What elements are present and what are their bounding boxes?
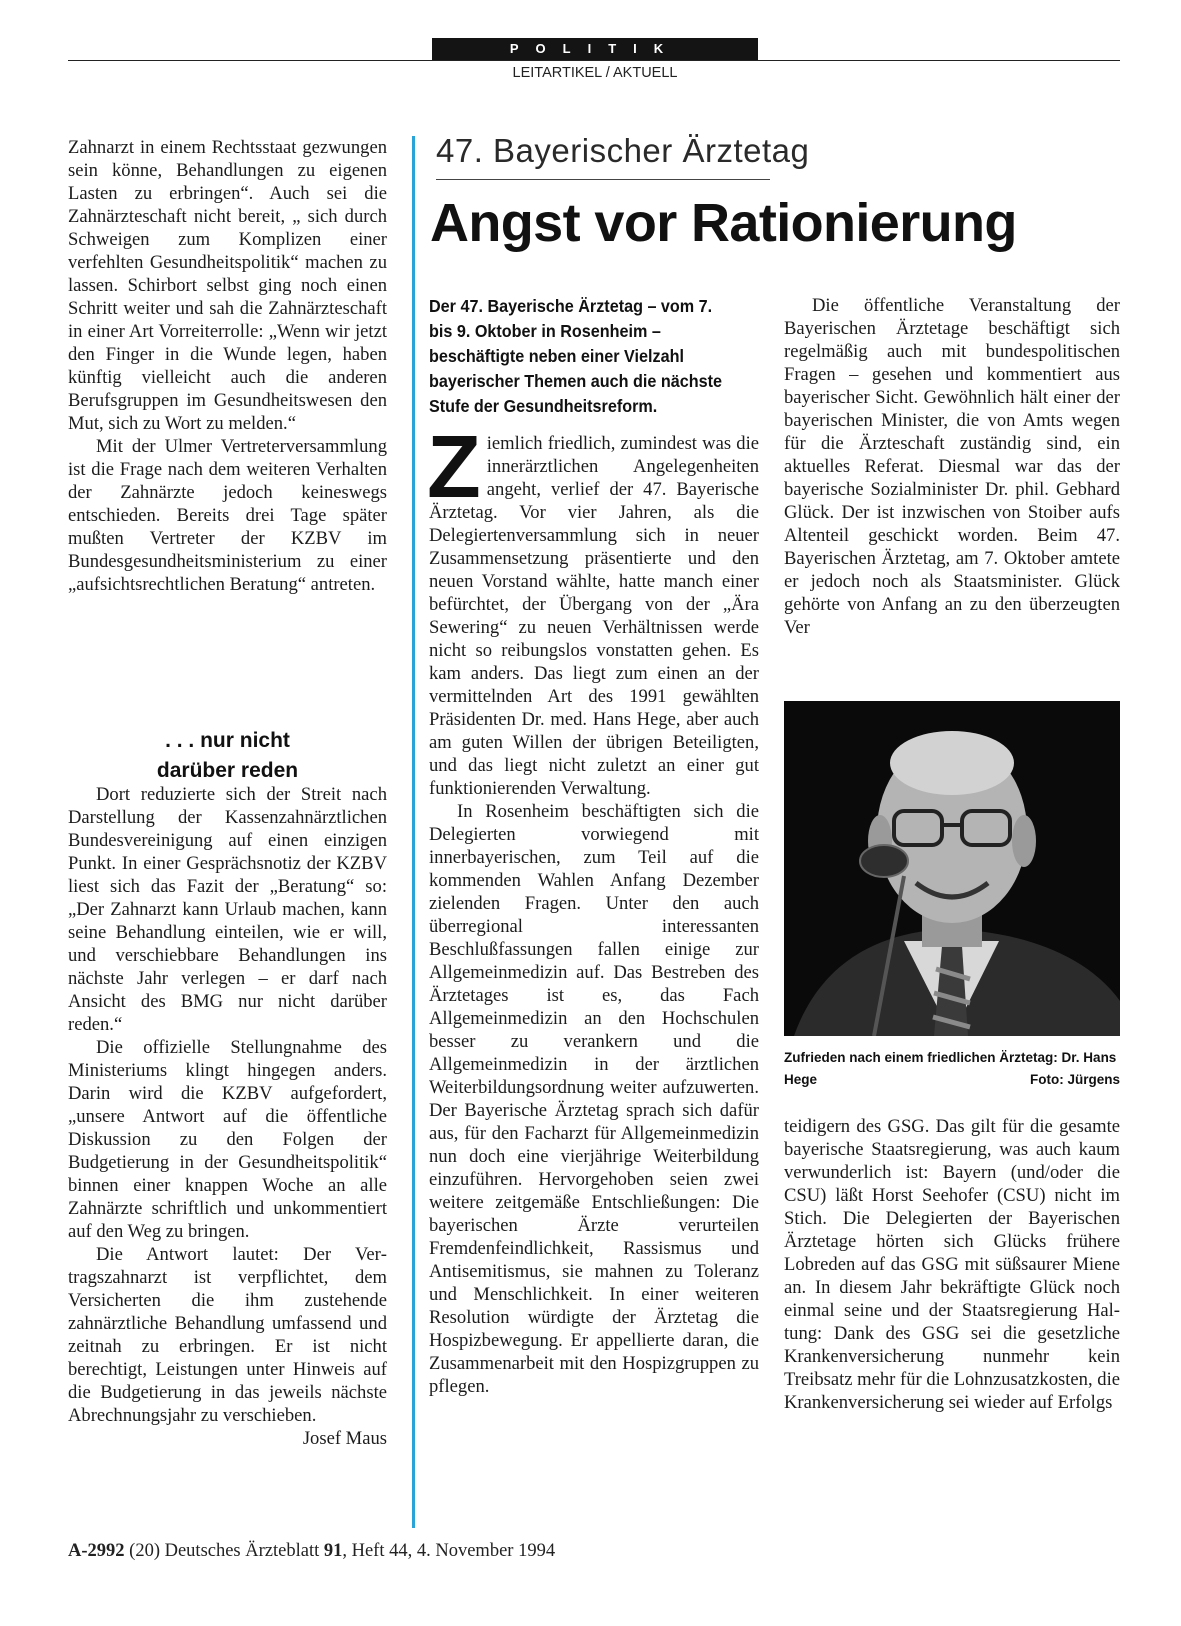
- subhead-line-2: darüber reden: [156, 759, 299, 782]
- portrait-photo: [784, 701, 1120, 1036]
- drop-cap: Z: [427, 417, 481, 516]
- middle-paragraph-1-text: iemlich friedlich, zumindest was die innerärztlichen Angelegenheiten angeht, verlief der 47. Bayerische Ärztetag. Vor vier Jahren, als die Delegiertenversammlung sich in neuer Zusammensetzung präsentierte und den neuen Vorstand wählte, hatte manch einer befürchtet, der Übergang von der „Ära Sewering“ zu neuen Verhältnissen werde nicht so reibungslos vonstatten gehen. Es kam anders. Das liegt zum einen an der vermittelnden Art des 1991 gewählten Präsidenten Dr. med. Hans Hege, aber auch am guten Willen der übrigen Beteiligten, und das liegt nicht zuletzt an einer gut funktionierenden Verwaltung.: [429, 433, 759, 799]
- headline: Angst vor Rationierung: [430, 193, 1017, 253]
- footer-publication: (20) Deutsches Ärzteblatt: [129, 1541, 320, 1561]
- right-paragraph-2: teidigern des GSG. Das gilt für die gesamte bayerische Staatsregierung, was auch kaum verwunderlich ist: Bayern (und/oder die CSU) läßt Horst Seehofer (CSU) nicht im Stich. Die Delegierten der Bayerischen Ärztetage hörten sich Glücks frühere Lobreden auf das GSG mit süßsaurer Miene an. In diesem Jahr bekräftigte Glück noch einmal seine und der Staatsregierung Haltung: Dank des GSG sei die gesetzliche Krankenversicherung nunmehr kein Treibsatz mehr für die Lohnzusatzkosten, die Krankenversicherung sei wieder auf Erfolgs: [784, 1116, 1120, 1413]
- section-label: LEITARTIKEL / AKTUELL: [512, 65, 678, 81]
- author-name: Josef Maus: [302, 1428, 387, 1449]
- left-paragraph-5-text: Die Antwort lautet: Der Vertragszahnarzt ist verpflichtet, dem Versicherten die ihm zustehende zahnärztliche Behandlung umfassend und zeitnah zu erbringen. Er ist nicht berechtigt, Leistungen unter Hinweis auf die Budgetierung in das jeweils nächste Abrechnungsjahr zu verschieben.: [68, 1244, 387, 1426]
- subhead: [68, 726, 387, 786]
- footer-volume: 91: [323, 1541, 343, 1561]
- left-paragraph-1: Zahnarzt in einem Rechtsstaat gezwungen sein könne, Behandlungen zu eigenen Lasten zu erbringen“. Auch sei die Zahnärzteschaft nicht bereit, „ sich durch Schweigen zum Komplizen einer verfehlten Gesundheitspolitik“ machen zu lassen. Schirbort selbst ging noch einen Schritt weiter und sah die Zahnärzteschaft in einer Art Vorreiterrolle: „Wenn wir jetzt den Finger in die Wunde legen, haben künftig vielleicht auch die anderen Berufsgruppen im Gesundheitswesen den Mut, sich zu Wort zu melden.“: [68, 137, 387, 434]
- header-rule: [68, 60, 1120, 61]
- page-code: A-2992: [68, 1541, 125, 1561]
- caption-text: Zufrieden nach einem friedlichen Ärztetag: Dr. Hans Hege: [784, 1050, 1117, 1087]
- photo-caption: [784, 1047, 1120, 1091]
- accent-line: [412, 136, 415, 1528]
- rubric-bar: [432, 38, 758, 60]
- photo-credit: Foto: Jürgens: [1030, 1072, 1120, 1087]
- left-paragraph-5: [68, 1243, 387, 1449]
- right-column-bottom: [784, 1115, 1120, 1414]
- right-column-top: [784, 294, 1120, 639]
- left-paragraph-3: Dort reduzierte sich der Streit nach Darstellung der Kassenzahnärztlichen Bundesvereinigung auf einen einzigen Punkt. In einer Gesprächsnotiz der KZBV liest sich das Fazit der „Beratung“ so: „Der Zahnarzt kann Urlaub machen, kann seine Behandlung einteilen, wie er will, und verschiebbare Behandlungen ins nächste Jahr verlegen – er darf nach Ansicht des BMG nur nicht darüber reden.“: [68, 784, 387, 1035]
- left-column: [68, 136, 387, 596]
- left-paragraph-2: Mit der Ulmer Vertreterversammlung ist die Frage nach dem weiteren Verhalten der Zahnärzte jedoch keineswegs entschieden. Bereits drei Tage später mußten Vertreter der KZBV im Bundesgesundheitsministerium zu einer „aufsichtsrechtlichen Beratung“ antreten.: [68, 436, 387, 595]
- rubric-label: POLITIK: [509, 41, 681, 56]
- middle-column: [427, 417, 759, 1398]
- lead-paragraph: Der 47. Bayerische Ärztetag – vom 7. bis 9. Oktober in Rosenheim – beschäftigte neben einer Vielzahl bayerischer Themen auch die nächste Stufe der Gesundheitsreform.: [429, 296, 723, 416]
- kicker: 47. Bayerischer Ärztetag: [436, 132, 810, 169]
- left-paragraph-4: Die offizielle Stellungnahme des Ministeriums klingt hingegen anders. Darin wird die KZBV aufgefordert, „unsere Antwort auf die öffentliche Diskussion zu den Folgen der Budgetierung in der Gesundheitspolitik“ binnen einer knappen Woche an alle Zahnärzte schriftlich und unkommentiert auf den Weg zu bringen.: [68, 1037, 387, 1242]
- middle-paragraph-2: In Rosenheim beschäftigten sich die Delegierten vorwiegend mit innerbayerischen, zum Teil auf die kommenden Wahlen Anfang Dezember zielenden Fragen. Unter den auch überregional interessanten Beschlußfassungen fallen einige zur Allgemeinmedizin auf. Das Bestreben des Ärztetages ist es, das Fach Allgemeinmedizin an den Hochschulen besser zu verankern und die Allgemeinmedizin in der ärztlichen Weiterbildungsordnung weiter aufzuwerten. Der Bayerische Ärztetag sprach sich dafür aus, für den Facharzt für Allgemeinmedizin nun doch eine vierjährige Weiterbildung einzuführen. Hervorgehoben seien zwei weitere zeitgemäße Entschließungen: Die bayerischen Ärzte verurteilen Fremdenfeindlichkeit, Rassismus und Antisemitismus, sie mahnen zu Toleranz und Menschlichkeit. In einer weiteren Resolution würdigte der Ärztetag die Hospizbewegung. Er appellierte daran, die Zusammenarbeit mit den Hospizgruppen zu pflegen.: [429, 801, 759, 1397]
- portrait-illustration: [784, 701, 1120, 1036]
- right-paragraph-1: Die öffentliche Veranstaltung der Bayerischen Ärztetage beschäftigt sich regelmäßig auch mit bundespolitischen Fragen – gesehen und kommentiert aus bayerischer Sicht. Gewöhnlich hält einer der bayerischen Minister, die von Amts wegen für die Ärzteschaft zuständig sind, ein aktuelles Referat. Diesmal war das der bayerische Sozialminister Dr. phil. Gebhard Glück. Der ist inzwischen von Stoiber aufs Altenteil geschickt worden. Beim 47. Bayerischen Ärztetag, am 7. Oktober amtete er jedoch noch als Staatsminister. Glück gehörte von Anfang an zu den überzeugten Ver: [784, 295, 1120, 638]
- subhead-line-1: . . . nur nicht: [165, 729, 290, 752]
- middle-paragraph-1: [427, 417, 759, 800]
- left-column-continued: [68, 783, 387, 1450]
- footer-issue: , Heft 44, 4. November 1994: [342, 1541, 556, 1561]
- kicker-rule: [436, 179, 770, 180]
- page-footer: [68, 1541, 768, 1562]
